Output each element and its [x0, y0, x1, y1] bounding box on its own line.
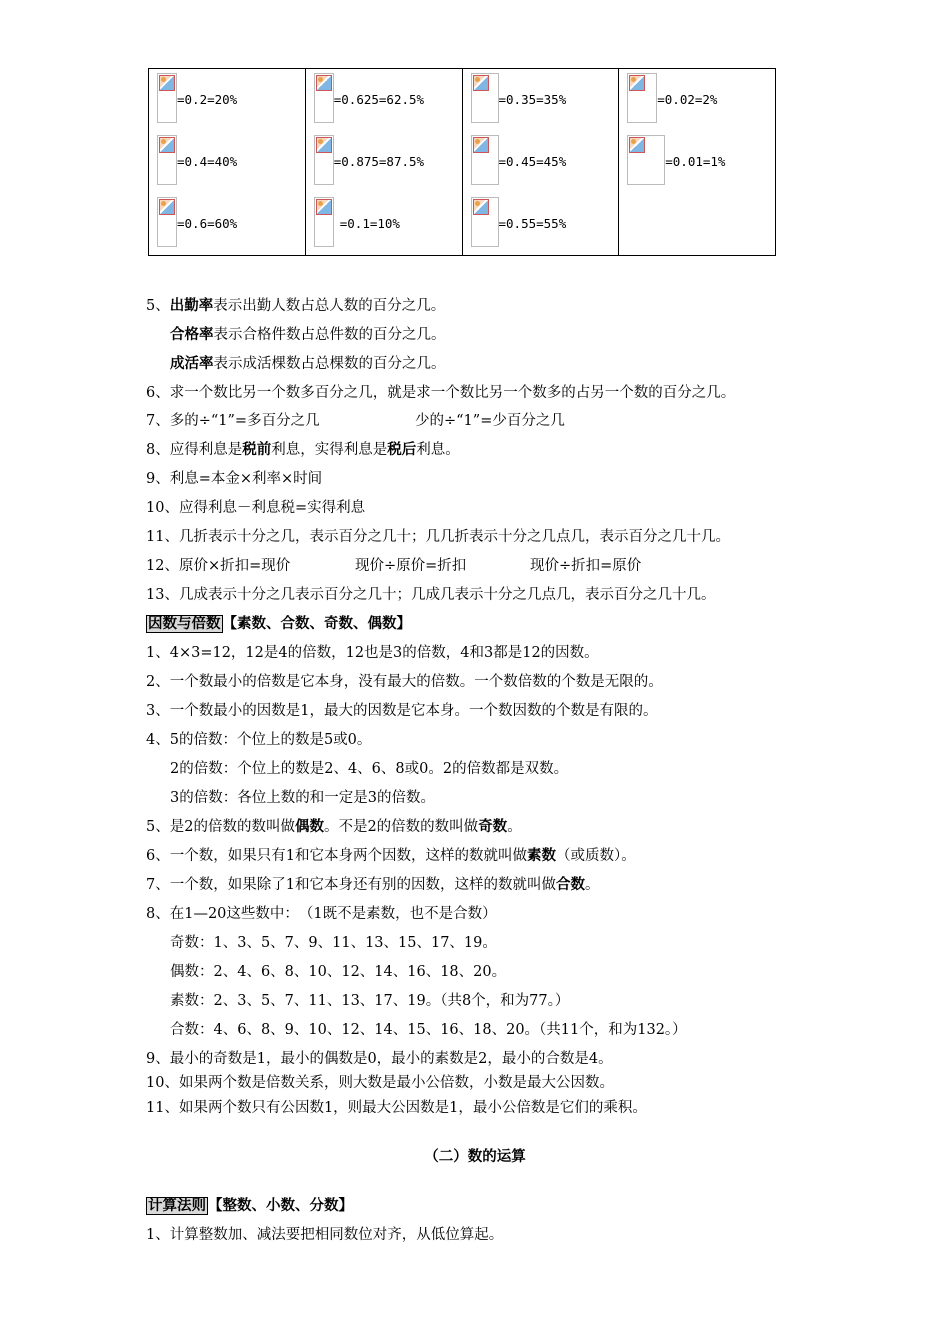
item-12c: 现价÷折扣=原价 — [530, 558, 642, 574]
item-12a: 12、原价×折扣=现价 — [146, 558, 291, 574]
even-numbers-list: 偶数：2、4、6、8、10、12、14、16、18、20。 — [170, 964, 507, 980]
broken-image-icon — [627, 73, 657, 123]
section-heading-rules: 计算法则 【整数、小数、分数】 — [148, 1198, 353, 1214]
factor-item-4b: 2的倍数：个位上的数是2、4、6、8或0。2的倍数都是双数。 — [170, 761, 569, 777]
table-column-4 — [619, 69, 775, 255]
item-5-pass-rate: 合格率表示合格件数占总件数的百分之几。 — [170, 327, 446, 343]
item-7b: 少的÷“1”=少百分之几 — [415, 413, 565, 429]
factor-item-7: 7、一个数，如果除了1和它本身还有别的因数，这样的数就叫做合数。 — [146, 877, 600, 893]
factor-item-3: 3、一个数最小的因数是1，最大的因数是它本身。一个数因数的个数是有限的。 — [146, 703, 658, 719]
broken-image-icon — [627, 135, 665, 185]
table-cell: =0.625=62.5% — [314, 73, 462, 127]
table-column-1 — [149, 69, 306, 255]
broken-image-icon — [157, 197, 177, 247]
item-5-survival-rate: 成活率表示成活棵数占总棵数的百分之几。 — [170, 356, 446, 372]
item-7a: 7、多的÷“1”=多百分之几 — [146, 413, 320, 429]
table-column-3 — [463, 69, 620, 255]
broken-image-icon — [471, 135, 499, 185]
table-cell: =0.55=55% — [471, 197, 619, 251]
table-cell: =0.2=20% — [157, 73, 305, 127]
item-13: 13、几成表示十分之几表示百分之几十；几成几表示十分之几点几，表示百分之几十几。 — [146, 587, 716, 603]
item-9: 9、利息=本金×利率×时间 — [146, 471, 323, 487]
table-cell: =0.45=45% — [471, 135, 619, 189]
composite-numbers-list: 合数：4、6、8、9、10、12、14、15、16、18、20。（共11个，和为132。） — [170, 1022, 687, 1038]
rule-item-1: 1、计算整数加、减法要把相同数位对齐，从低位算起。 — [146, 1227, 504, 1243]
broken-image-icon — [471, 197, 499, 247]
broken-image-icon — [157, 135, 177, 185]
factor-item-6: 6、一个数，如果只有1和它本身两个因数，这样的数就叫做素数（或质数）。 — [146, 848, 636, 864]
item-6: 6、求一个数比另一个数多百分之几，就是求一个数比另一个数多的占另一个数的百分之几。 — [146, 385, 736, 401]
factor-item-8: 8、在1—20这些数中： （1既不是素数，也不是合数） — [146, 906, 497, 922]
broken-image-icon — [157, 73, 177, 123]
factor-item-4: 4、5的倍数：个位上的数是5或0。 — [146, 732, 372, 748]
factor-item-10: 10、如果两个数是倍数关系，则大数是最小公倍数，小数是最大公因数。 — [146, 1075, 614, 1091]
factor-item-5: 5、是2的倍数的数叫做偶数。不是2的倍数的数叫做奇数。 — [146, 819, 522, 835]
factor-item-1: 1、4×3=12，12是4的倍数，12也是3的倍数，4和3都是12的因数。 — [146, 645, 599, 661]
broken-image-icon — [314, 73, 334, 123]
table-cell: =0.02=2% — [627, 73, 775, 127]
section-title-operations: （二）数的运算 — [424, 1149, 526, 1165]
percent-table — [148, 68, 776, 256]
table-cell: =0.6=60% — [157, 197, 305, 251]
factor-item-2: 2、一个数最小的倍数是它本身，没有最大的倍数。一个数倍数的个数是无限的。 — [146, 674, 663, 690]
item-10: 10、应得利息－利息税=实得利息 — [146, 500, 366, 516]
item-5: 5、出勤率表示出勤人数占总人数的百分之几。 — [146, 298, 446, 314]
broken-image-icon — [471, 73, 499, 123]
table-cell: =0.35=35% — [471, 73, 619, 127]
item-12b: 现价÷原价=折扣 — [355, 558, 467, 574]
item-11: 11、几折表示十分之几，表示百分之几十；几几折表示十分之几点几，表示百分之几十几。 — [146, 529, 730, 545]
table-cell: =0.875=87.5% — [314, 135, 462, 189]
factor-item-4c: 3的倍数：各位上数的和一定是3的倍数。 — [170, 790, 435, 806]
factor-item-9: 9、最小的奇数是1，最小的偶数是0，最小的素数是2，最小的合数是4。 — [146, 1051, 613, 1067]
factor-item-11: 11、如果两个数只有公因数1，则最大公因数是1，最小公倍数是它们的乘积。 — [146, 1100, 647, 1116]
broken-image-icon — [314, 135, 334, 185]
table-cell: =0.01=1% — [627, 135, 775, 189]
table-cell: =0.1=10% — [314, 197, 462, 251]
table-column-2 — [306, 69, 463, 255]
table-cell: =0.4=40% — [157, 135, 305, 189]
odd-numbers-list: 奇数：1、3、5、7、9、11、13、15、17、19。 — [170, 935, 497, 951]
broken-image-icon — [314, 197, 334, 247]
item-8: 8、应得利息是税前利息，实得利息是税后利息。 — [146, 442, 460, 458]
prime-numbers-list: 素数：2、3、5、7、11、13、17、19。（共8个，和为77。） — [170, 993, 570, 1009]
section-heading-factors: 因数与倍数 【素数、合数、奇数、偶数】 — [148, 616, 411, 632]
